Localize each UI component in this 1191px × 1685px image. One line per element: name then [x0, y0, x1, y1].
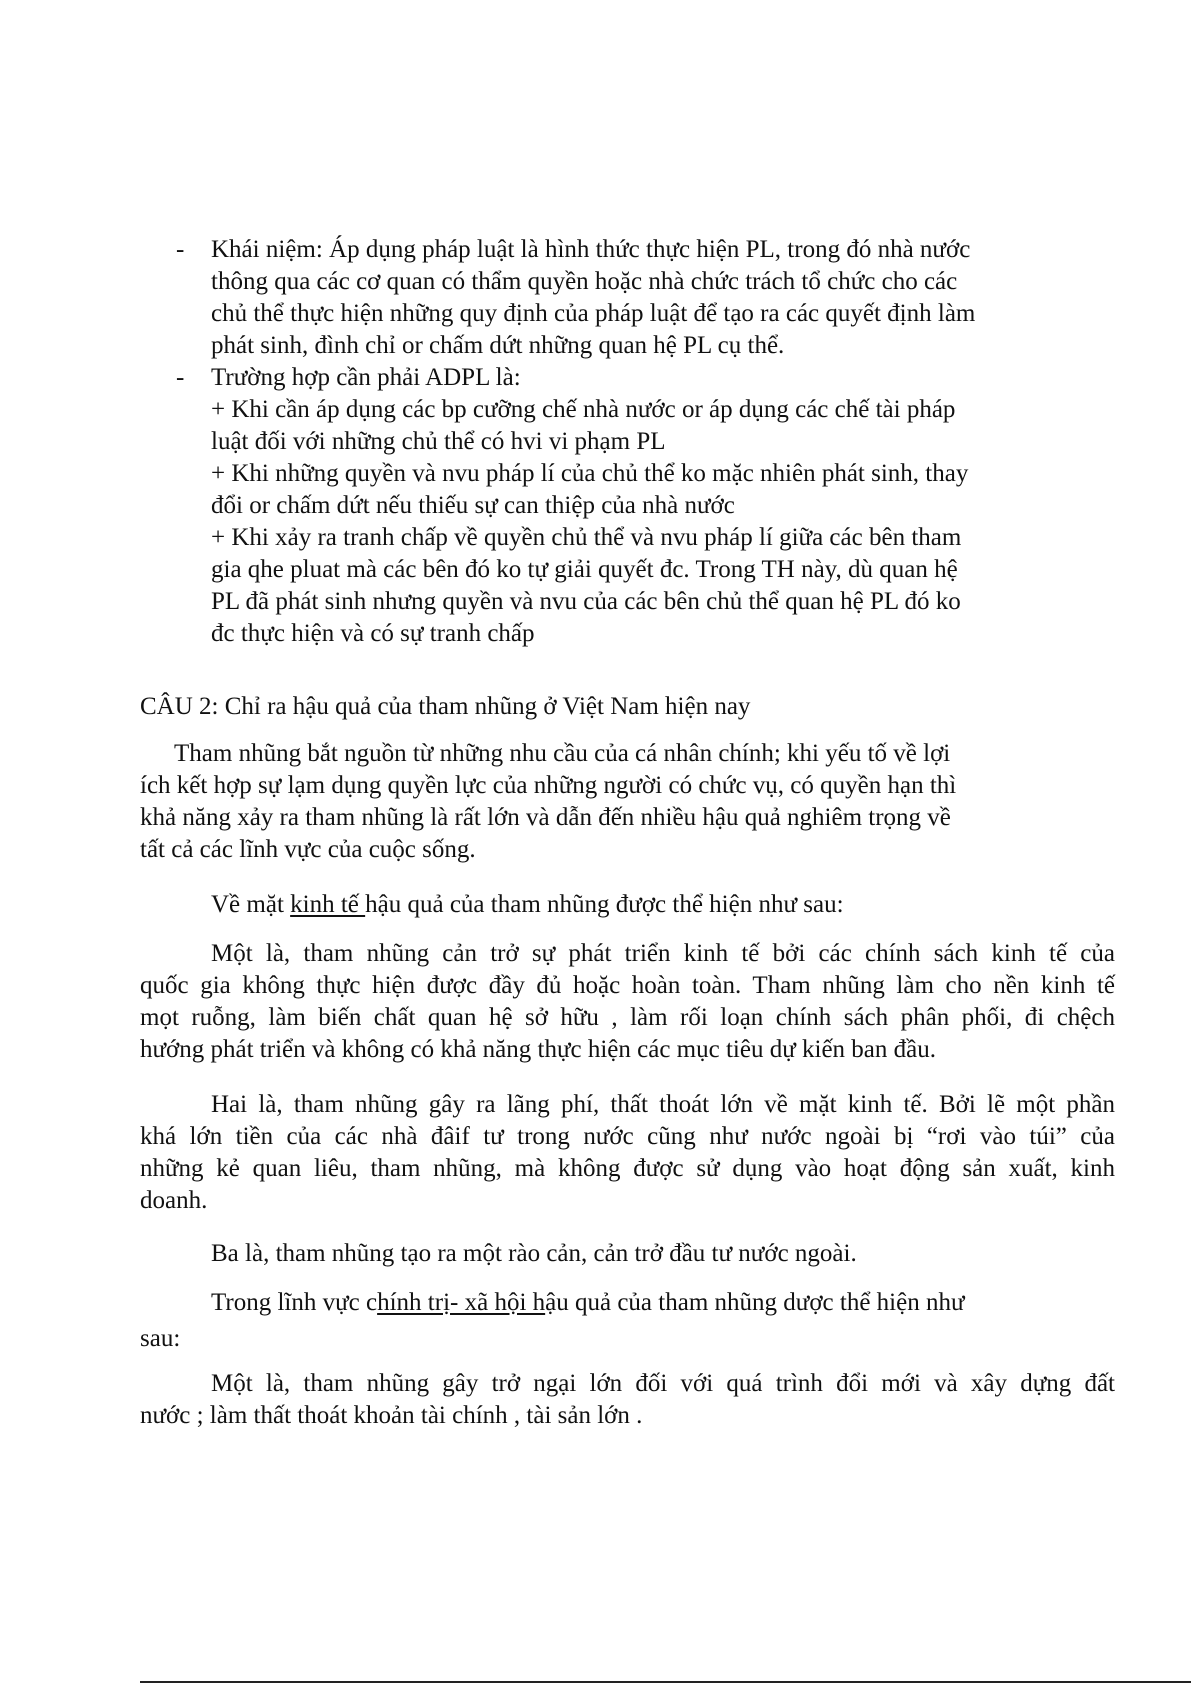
intro-paragraph: [140, 738, 1053, 866]
question-heading: CÂU 2: Chỉ ra hậu quả của tham nhũng ở Việt Nam hiện nay: [140, 693, 751, 720]
text-line: tất cả các lĩnh vực của cuộc sống.: [140, 836, 476, 863]
text-line: phát sinh, đình chỉ or chấm dứt những quan hệ PL cụ thể.: [211, 332, 785, 359]
text-line: thông qua các cơ quan có thẩm quyền hoặc nhà chức trách tổ chức cho các: [211, 268, 958, 295]
text-line: doanh.: [140, 1187, 208, 1214]
text-line: + Khi cần áp dụng các bp cưỡng chế nhà nước or áp dụng các chế tài pháp: [211, 396, 956, 423]
text-line: đổi or chấm dứt nếu thiếu sự can thiệp của nhà nước: [211, 492, 735, 519]
text-line: sau:: [140, 1325, 181, 1352]
text-line: Tham nhũng bắt nguồn từ những nhu cầu của cá nhân chính; khi yếu tố về lợi: [174, 740, 951, 767]
text-line: + Khi xảy ra tranh chấp về quyền chủ thể và nvu pháp lí giữa các bên tham: [211, 524, 962, 551]
text-line: gia qhe pluat mà các bên đó ko tự giải quyết đc. Trong TH này, dù quan hệ: [211, 556, 958, 583]
text-line: Hai là, tham nhũng gây ra lãng phí, thất thoát lớn về mặt kinh tế. Bởi lẽ một phần: [211, 1091, 1115, 1118]
text-line: nước ; làm thất thoát khoản tài chính , tài sản lớn .: [140, 1402, 643, 1429]
text-line: luật đối với những chủ thể có hvi vi phạm PL: [211, 428, 666, 455]
text-line: ích kết hợp sự lạm dụng quyền lực của những người có chức vụ, có quyền hạn thì: [140, 772, 957, 799]
text-line: khả năng xảy ra tham nhũng là rất lớn và dẫn đến nhiều hậu quả nghiêm trọng về: [140, 804, 951, 831]
text-line: khá lớn tiền của các nhà đâif tư trong nước cũng như nước ngoài bị “rơi vào túi” của: [140, 1123, 1115, 1150]
text-line: Một là, tham nhũng cản trở sự phát triển kinh tế bởi các chính sách kinh tế của: [211, 940, 1115, 967]
page-bottom-rule: [140, 1681, 1191, 1683]
text-line: Khái niệm: Áp dụng pháp luật là hình thức thực hiện PL, trong đó nhà nước: [211, 236, 971, 263]
bullet-cases: [211, 362, 1053, 650]
economic-point-2: [140, 1089, 1115, 1217]
economic-point-3: Ba là, tham nhũng tạo ra một rào cản, cản trở đầu tư nước ngoài.: [211, 1240, 857, 1267]
underlined-term: kinh tế: [290, 891, 366, 918]
text-line: mọt ruỗng, làm biến chất quan hệ sở hữu , làm rối loạn chính sách phân phối, đi chệch: [140, 1004, 1115, 1031]
politics-heading: Trong lĩnh vực chính trị- xã hội hậu quả của tham nhũng dược thể hiện như sau:: [140, 1287, 1053, 1355]
economic-point-1: [140, 938, 1115, 1066]
text-line: đc thực hiện và có sự tranh chấp: [211, 620, 535, 647]
text-line: hướng phát triển và không có khả năng thực hiện các mục tiêu dự kiến ban đầu.: [140, 1036, 936, 1063]
underlined-term: hính trị- xã hội h: [377, 1289, 546, 1316]
text-line: Trường hợp cần phải ADPL là:: [211, 364, 521, 391]
text-line: + Khi những quyền và nvu pháp lí của chủ thể ko mặc nhiên phát sinh, thay: [211, 460, 969, 487]
bullet-concept: [211, 234, 1053, 362]
politics-point-1: [140, 1368, 1115, 1432]
text-line: Một là, tham nhũng gây trở ngại lớn đối với quá trình đổi mới và xây dựng đất: [211, 1370, 1115, 1397]
bullet-dash: -: [176, 364, 185, 391]
economic-heading: Về mặt kinh tế hậu quả của tham nhũng được thể hiện như sau:: [211, 891, 844, 918]
text-line: chủ thể thực hiện những quy định của pháp luật để tạo ra các quyết định làm: [211, 300, 976, 327]
bullet-dash: -: [176, 236, 185, 263]
text-line: những kẻ quan liêu, tham nhũng, mà không được sử dụng vào hoạt động sản xuất, kinh: [140, 1155, 1115, 1182]
text-line: PL đã phát sinh nhưng quyền và nvu của các bên chủ thể quan hệ PL đó ko: [211, 588, 961, 615]
text-line: quốc gia không thực hiện được đầy đủ hoặc hoàn toàn. Tham nhũng làm cho nền kinh tế: [140, 972, 1115, 999]
